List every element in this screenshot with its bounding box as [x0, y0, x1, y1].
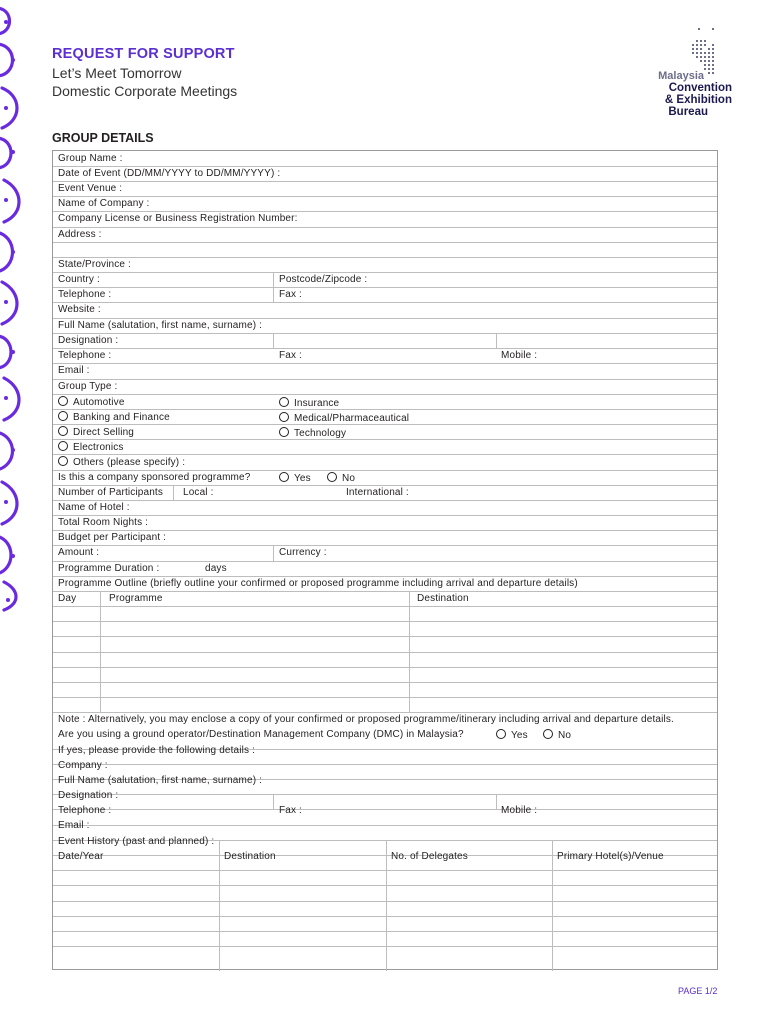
event-date-label: Date of Event (DD/MM/YYYY to DD/MM/YYYY) :	[58, 168, 281, 179]
history-label: Event History (past and planned) :	[58, 836, 215, 847]
radio-electronics[interactable]: Electronics	[58, 441, 124, 454]
radio-banking[interactable]: Banking and Finance	[58, 411, 170, 424]
radio-technology[interactable]: Technology	[279, 427, 346, 440]
budget-label: Budget per Participant :	[58, 532, 167, 543]
radio-circle-icon	[279, 412, 289, 422]
dmc-company-label: Company :	[58, 760, 108, 771]
dmc-email-label: Email :	[58, 820, 90, 831]
mycEB-logo	[640, 24, 740, 119]
group-name-label: Group Name :	[58, 153, 123, 164]
radio-direct-selling[interactable]: Direct Selling	[58, 426, 134, 439]
email-label: Email :	[58, 365, 90, 376]
dmc-no-radio[interactable]: No	[543, 729, 571, 742]
designation-label: Designation :	[58, 335, 119, 346]
duration-label: Programme Duration :	[58, 563, 160, 574]
outline-col-day: Day	[58, 593, 77, 604]
participants-label: Number of Participants	[58, 487, 164, 498]
address-label: Address :	[58, 229, 102, 240]
event-venue-label: Event Venue :	[58, 183, 123, 194]
radio-circle-icon	[279, 427, 289, 437]
amount-label: Amount :	[58, 547, 100, 558]
radio-circle-icon	[58, 456, 68, 466]
radio-circle-icon	[327, 472, 337, 482]
form-title: REQUEST FOR SUPPORT	[52, 46, 235, 62]
sponsored-question: Is this a company sponsored programme?	[58, 472, 251, 483]
campaign-name: Let’s Meet Tomorrow	[52, 65, 182, 81]
radio-circle-icon	[279, 472, 289, 482]
currency-label: Currency :	[279, 547, 327, 558]
history-col-delegates: No. of Delegates	[391, 851, 468, 862]
logo-text-convention: Convention	[668, 82, 732, 94]
logo-text-malaysia: Malaysia	[658, 70, 704, 82]
dmc-if-yes: If yes, please provide the following details :	[58, 745, 256, 756]
telephone-label: Telephone :	[58, 289, 112, 300]
contact-fax-label: Fax :	[279, 350, 302, 361]
group-details-form	[52, 150, 718, 970]
outline-col-destination: Destination	[417, 593, 469, 604]
outline-col-programme: Programme	[109, 593, 163, 604]
section-title: GROUP DETAILS	[52, 131, 154, 145]
sponsored-no-radio[interactable]: No	[327, 472, 355, 485]
room-nights-label: Total Room Nights :	[58, 517, 149, 528]
full-name-label: Full Name (salutation, first name, surname) :	[58, 320, 263, 331]
radio-medical[interactable]: Medical/Pharmaceautical	[279, 412, 409, 425]
local-label: Local :	[183, 487, 214, 498]
website-label: Website :	[58, 304, 101, 315]
outline-label: Programme Outline (briefly outline your confirmed or proposed programme including arrival and departure details)	[58, 578, 578, 589]
note-text: Note : Alternatively, you may enclose a copy of your confirmed or proposed programme/itinerary including arrival and departure details.	[58, 714, 674, 725]
sponsored-yes-radio[interactable]: Yes	[279, 472, 311, 485]
decorative-pattern	[0, 0, 26, 620]
logo-text-exhibition: & Exhibition	[664, 94, 732, 106]
company-name-label: Name of Company :	[58, 198, 150, 209]
hotel-name-label: Name of Hotel :	[58, 502, 130, 513]
days-label: days	[205, 563, 227, 574]
contact-mobile-label: Mobile :	[501, 350, 538, 361]
logo-text-bureau: Bureau	[668, 106, 708, 118]
license-label: Company License or Business Registration Number:	[58, 213, 298, 224]
form-subtitle: Domestic Corporate Meetings	[52, 83, 238, 99]
dmc-telephone-label: Telephone :	[58, 805, 112, 816]
history-col-date: Date/Year	[58, 851, 104, 862]
international-label: International :	[346, 487, 409, 498]
country-label: Country :	[58, 274, 100, 285]
dmc-yes-radio[interactable]: Yes	[496, 729, 528, 742]
radio-circle-icon	[58, 426, 68, 436]
history-col-hotel: Primary Hotel(s)/Venue	[557, 851, 664, 862]
radio-circle-icon	[58, 411, 68, 421]
dmc-question: Are you using a ground operator/Destination Management Company (DMC) in Malaysia?	[58, 729, 464, 740]
page-number: PAGE 1/2	[678, 986, 718, 996]
dmc-designation-label: Designation :	[58, 790, 119, 801]
radio-circle-icon	[543, 729, 553, 739]
group-type-label: Group Type :	[58, 381, 118, 392]
radio-automotive[interactable]: Automotive	[58, 396, 125, 409]
radio-circle-icon	[279, 397, 289, 407]
postcode-label: Postcode/Zipcode :	[279, 274, 368, 285]
history-col-destination: Destination	[224, 851, 276, 862]
radio-others[interactable]: Others (please specify) :	[58, 456, 185, 469]
radio-circle-icon	[496, 729, 506, 739]
radio-circle-icon	[58, 396, 68, 406]
radio-insurance[interactable]: Insurance	[279, 397, 339, 410]
contact-telephone-label: Telephone :	[58, 350, 112, 361]
radio-circle-icon	[58, 441, 68, 451]
logo-dots-icon	[640, 24, 740, 74]
state-label: State/Province :	[58, 259, 131, 270]
dmc-fax-label: Fax :	[279, 805, 302, 816]
dmc-full-name-label: Full Name (salutation, first name, surname) :	[58, 775, 263, 786]
fax-label: Fax :	[279, 289, 302, 300]
dmc-mobile-label: Mobile :	[501, 805, 538, 816]
